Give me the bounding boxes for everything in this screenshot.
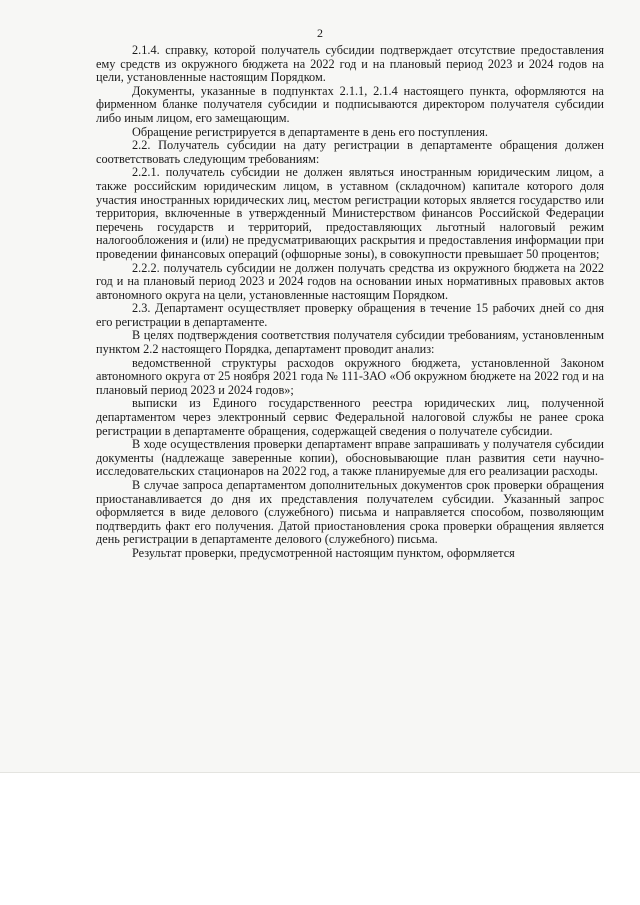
paragraph-documents-form: Документы, указанные в подпунктах 2.1.1, 2.1.4 настоящего пункта, оформляются на фирменном бланке получателя субсидии и подписываются директором получателя субсидии либо иным лицом, его замещающим. <box>96 83 604 125</box>
paragraph-2-2: 2.2. Получатель субсидии на дату регистрации в департаменте обращения должен соответствовать следующим требованиям: <box>96 138 604 166</box>
paragraph-request-documents: В ходе осуществления проверки департамент вправе запрашивать у получателя субсидии документы (надлежаще заверенные копии), обосновывающие план развития сети научно-исследовательских стационаров на 2022 год, а также планируемые для его реализации расходы. <box>96 437 604 479</box>
paragraph-registration: Обращение регистрируется в департаменте в день его поступления. <box>132 124 488 139</box>
paragraph-2-2-2: 2.2.2. получатель субсидии не должен получать средства из окружного бюджета на 2022 год и на плановый период 2023 и 2024 годов на основании иных нормативных правовых актов автономного округа на цели, установленные настоящим Порядком. <box>96 260 604 302</box>
paragraph-2-3: 2.3. Департамент осуществляет проверку обращения в течение 15 рабочих дней со дня его регистрации в департаменте. <box>96 301 604 329</box>
paragraph-budget-structure: ведомственной структуры расходов окружного бюджета, установленной Законом автономного округа от 25 ноября 2021 года № 111-ЗАО «Об окружном бюджете на 2022 год и на плановый период 2023 и 2024 годов»; <box>96 355 604 397</box>
document-body <box>96 44 604 561</box>
paragraph-egrul-extract: выписки из Единого государственного реестра юридических лиц, полученной департаментом через электронный сервис Федеральной налоговой службы не ранее срока регистрации в департаменте обращения, содержащей сведения о получателе субсидии. <box>96 396 604 438</box>
paragraph-2-2-1: 2.2.1. получатель субсидии не должен являться иностранным юридическим лицом, а также российским юридическим лицом, в уставном (складочном) капитале которого доля участия иностранных юридических лиц, местом регистрации которых является государство или территория, включенные в утвержденный Министерством финансов Российской Федерации перечень государств и территорий, предоставляющих льготный налоговый режим налогообложения и (или) не предусматривающих раскрытия и предоставления информации при проведении финансовых операций (офшорные зоны), в совокупности превышает 50 процентов; <box>96 165 604 261</box>
paragraph-analysis-intro: В целях подтверждения соответствия получателя субсидии требованиям, установленным пунктом 2.2 настоящего Порядка, департамент проводит анализ: <box>96 328 604 357</box>
paragraph-2-1-4: 2.1.4. справку, которой получатель субсидии подтверждает отсутствие предоставления ему средств из окружного бюджета на 2022 год и на плановый период 2023 и 2024 годов на цели, установленные настоящим Порядком. <box>96 43 604 85</box>
paragraph-suspension: В случае запроса департаментом дополнительных документов срок проверки обращения приостанавливается до дня их представления получателем субсидии. Указанный запрос оформляется в виде делового (служебного) письма и направляется способом, позволяющим подтвердить факт его получения. Датой приостановления срока проверки обращения является день регистрации в департаменте делового (служебного) письма. <box>96 478 604 547</box>
page-number: 2 <box>317 26 323 40</box>
paragraph-result: Результат проверки, предусмотренной настоящим пунктом, оформляется <box>132 545 515 560</box>
